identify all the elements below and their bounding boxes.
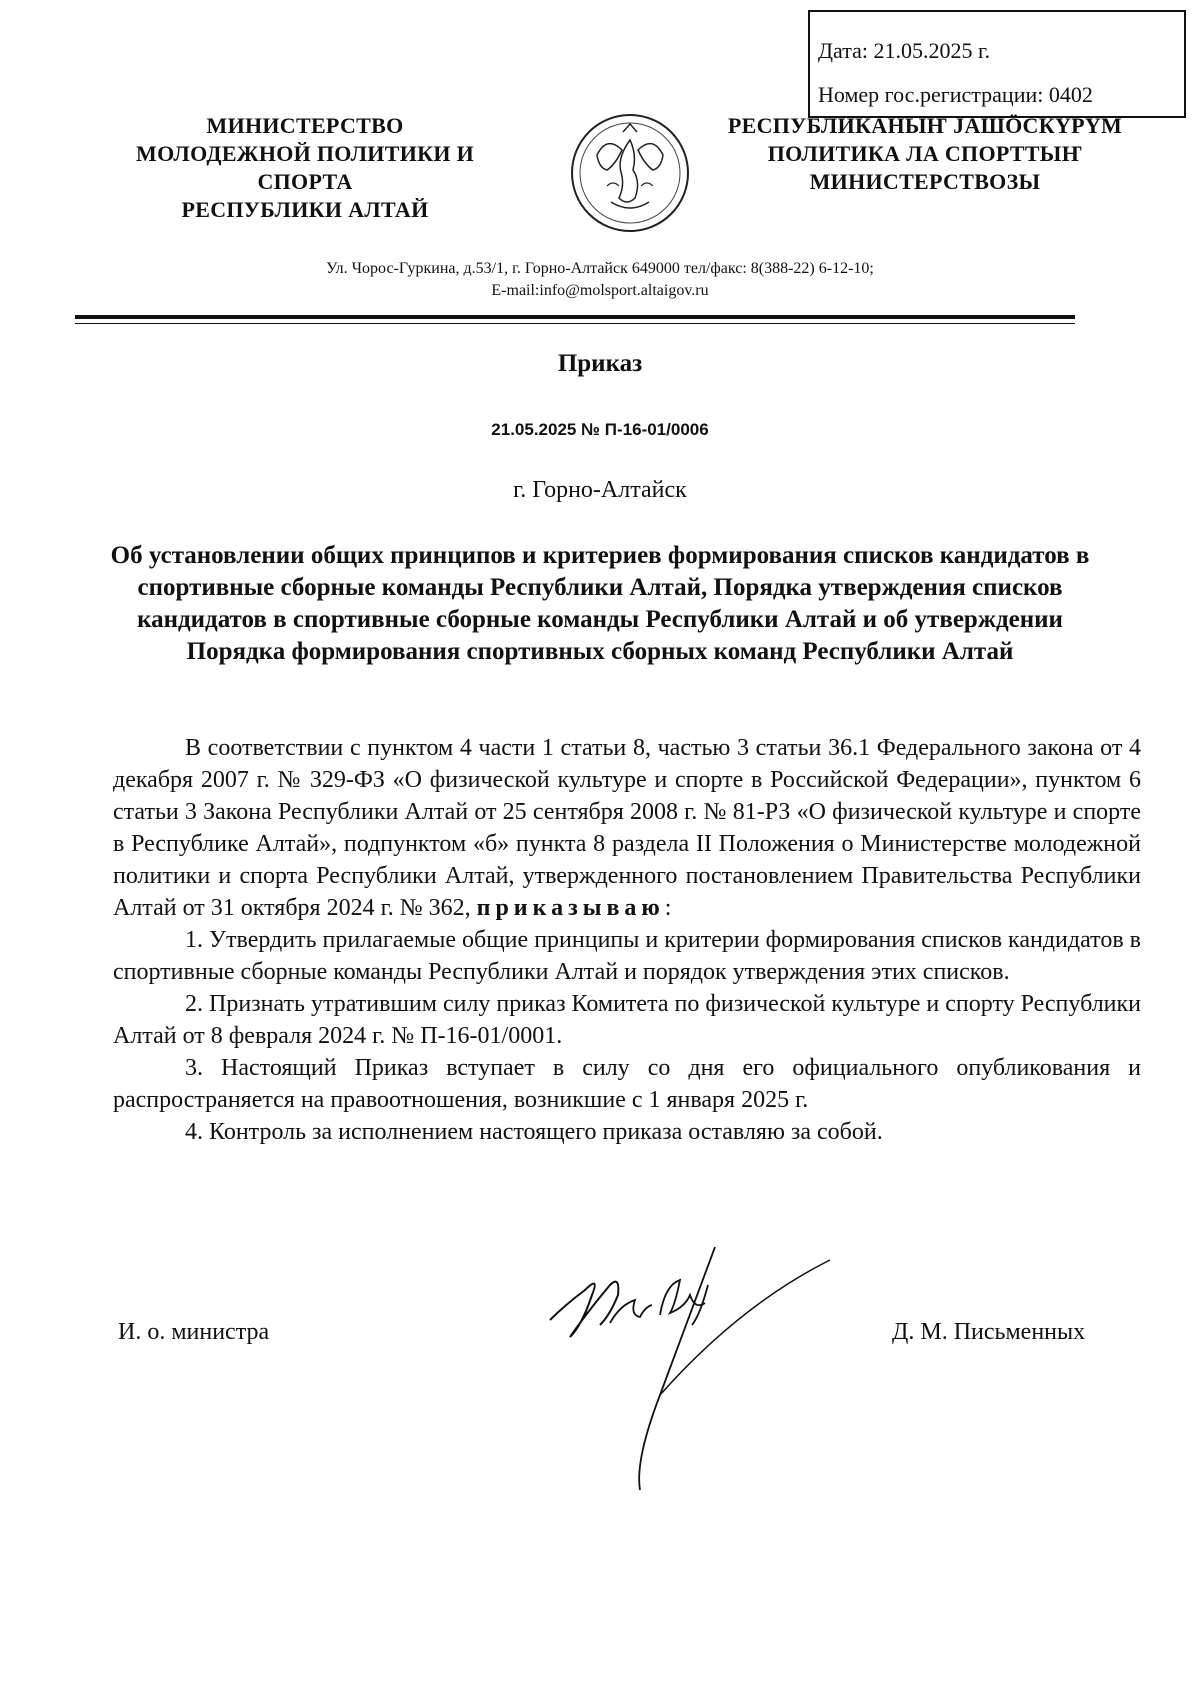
document-title: Об установлении общих принципов и критериев формирования списков кандидатов в спортивные сборные команды Республики Алтай, Порядка утверждения списков кандидатов в спортивные сборные команды Республики Алтай и об утверждении Порядка формирования спортивных сборных команд Республики Алтай [110,542,1090,665]
ministry-ru-line: СПОРТА [257,169,353,194]
order-colon: : [664,895,672,921]
ministry-ru-line: МИНИСТЕРСТВО [206,113,404,138]
ministry-name-russian [90,112,520,224]
ministry-alt-line: РЕСПУБЛИКАНЫҤ JАШÖСКҮРҮМ [727,113,1123,138]
order-item: 1. Утвердить прилагаемые общие принципы и критерии формирования списков кандидатов в спортивные сборные команды Республики Алтай и порядок утверждения этих списков. [113,927,1141,985]
header-divider-thick [75,315,1075,319]
handwritten-signature [540,1245,910,1495]
signatory-position: И. о. министра [118,1319,270,1345]
document-city: г. Горно-Алтайск [513,477,687,503]
stamp-registration-number: Номер гос.регистрации: 0402 [818,82,1093,107]
order-item: 3. Настоящий Приказ вступает в силу со дня его официального опубликования и распространяется на правоотношения, возникшие с 1 января 2025 г. [113,1055,1141,1113]
ministry-ru-line: РЕСПУБЛИКИ АЛТАЙ [181,197,429,222]
ministry-name-altai [700,112,1150,196]
ministry-alt-line: МИНИСТЕРСТВОЗЫ [809,169,1041,194]
document-number: 21.05.2025 № П-16-01/0006 [491,420,709,439]
ministry-alt-line: ПОЛИТИКА ЛА СПОРТТЫҤ [767,141,1083,166]
order-word: приказываю [476,895,665,921]
document-body [113,732,1141,1148]
ministry-ru-line: МОЛОДЕЖНОЙ ПОЛИТИКИ И [136,141,474,166]
document-type: Приказ [557,350,643,377]
ministry-address [150,258,1050,302]
registration-stamp [808,10,1186,118]
order-item: 4. Контроль за исполнением настоящего приказа оставляю за собой. [185,1119,883,1145]
stamp-date: Дата: 21.05.2025 г. [818,38,991,63]
preamble-text: В соответствии с пунктом 4 части 1 статьи 8, частью 3 статьи 36.1 Федерального закона от 4 декабря 2007 г. № 329-ФЗ «О физической культуре и спорте в Российской Федерации», пунктом 6 статьи 3 Закона Республики Алтай от 25 сентября 2008 г. № 81-РЗ «О физической культуре и спорте в Республике Алтай», подпунктом «б» пункта 8 раздела II Положения о Министерстве молодежной политики и спорта Республики Алтай, утвержденного постановлением Правительства Республики Алтай от 31 октября 2024 г. № 362, [113,735,1141,921]
email-line: E-mail:info@molsport.altaigov.ru [491,282,709,299]
address-line: Ул. Чорос-Гуркина, д.53/1, г. Горно-Алтайск 649000 тел/факс: 8(388-22) 6-12-10; [326,260,874,277]
signatory-name: Д. М. Письменных [892,1319,1086,1345]
republic-altai-emblem-icon [567,110,693,236]
header-divider-thin [75,323,1075,324]
order-item: 2. Признать утратившим силу приказ Комитета по физической культуре и спорту Республики Алтай от 8 февраля 2024 г. № П-16-01/0001. [113,991,1142,1049]
preamble-paragraph [113,732,1141,924]
